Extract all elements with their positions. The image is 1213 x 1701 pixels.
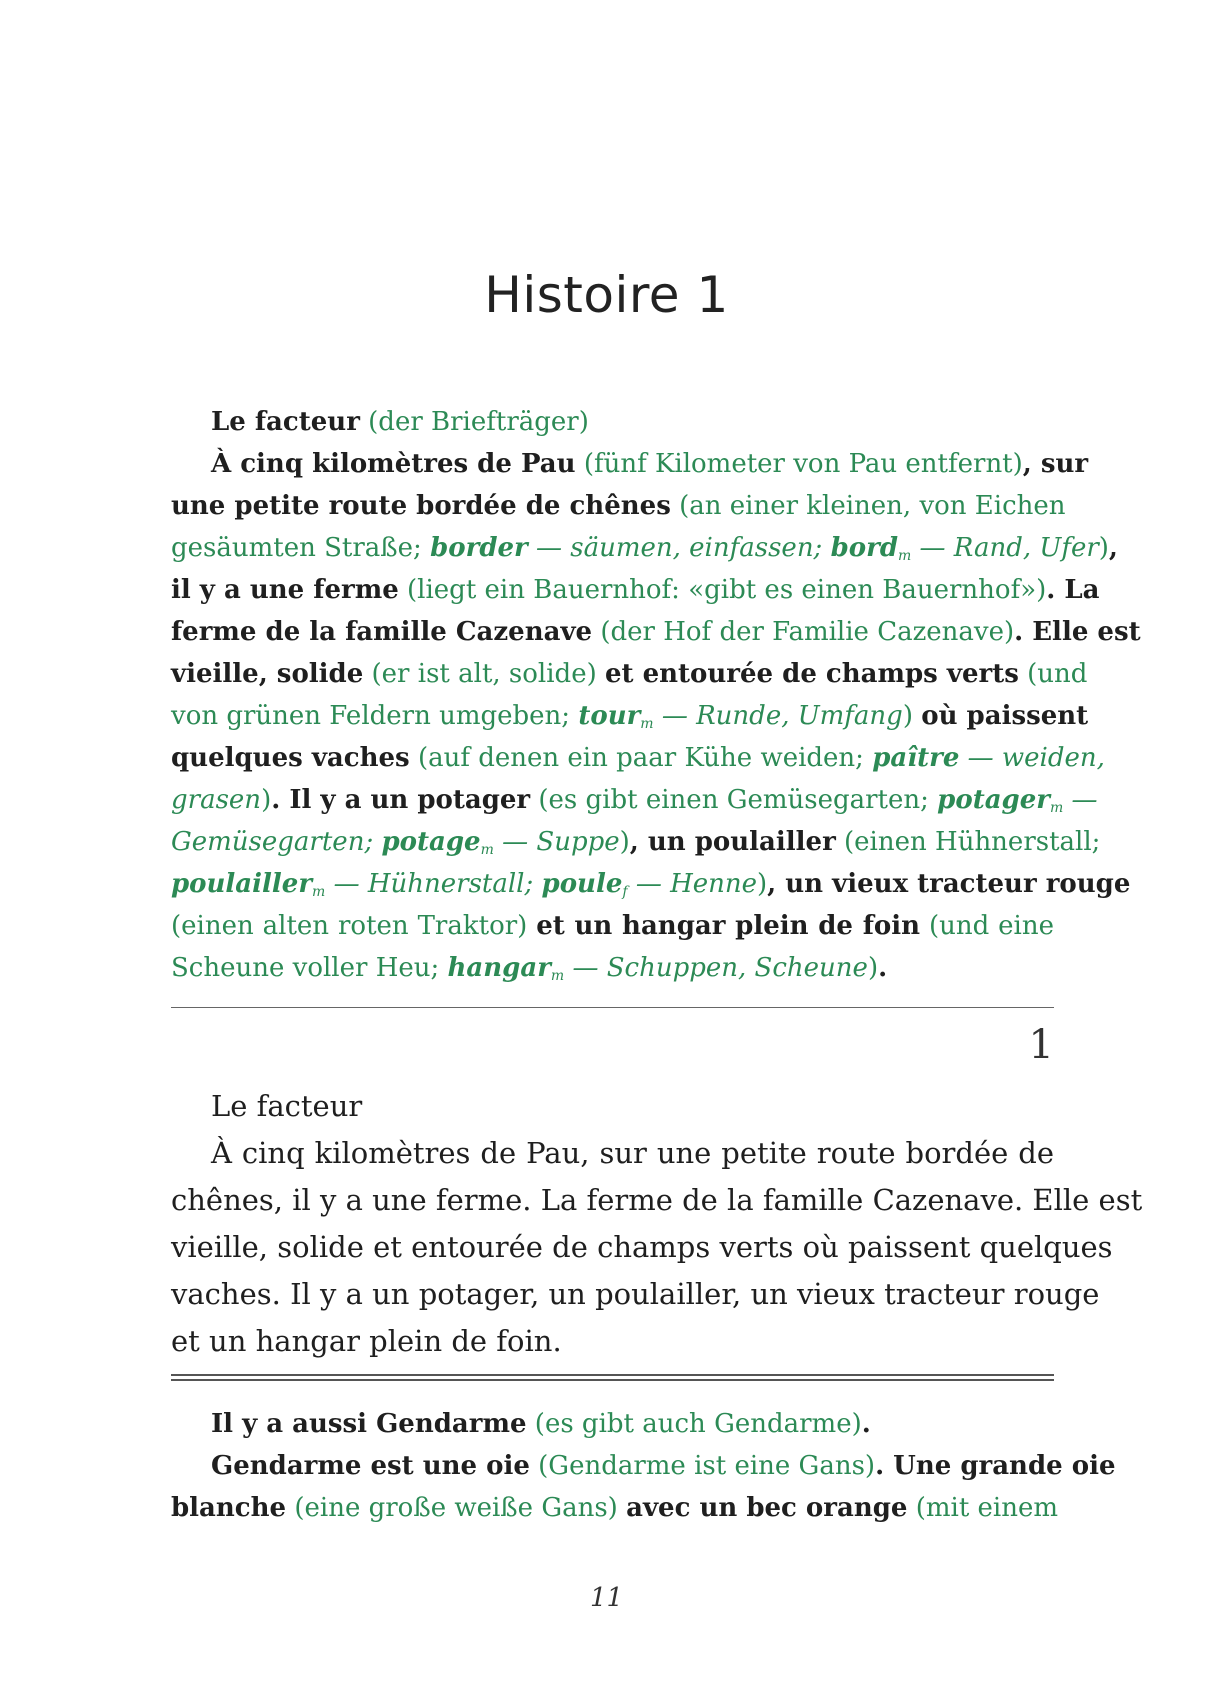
- gender-marker: m: [1049, 800, 1064, 816]
- gender-marker: m: [640, 716, 654, 732]
- german-gloss: (an einer kleinen, von Eichen: [679, 491, 1066, 521]
- vocab-headword: border: [430, 533, 528, 563]
- double-divider-bottom: [171, 1379, 1054, 1381]
- french-text: et un hangar plein de foin: [536, 911, 920, 941]
- plain-line: vaches. Il y a un potager, un poulailler, un vieux tracteur rouge: [171, 1277, 1100, 1311]
- gender-marker: m: [898, 548, 912, 564]
- vocab-headword: hangar$_m$: [447, 953, 565, 984]
- vocab-headword: poulailler$_m$: [171, 869, 326, 900]
- annotated-line: Gemüsegarten; potage$_m$ — Suppe), un poulailler (einen Hühnerstall;: [171, 827, 1101, 858]
- vocab-definition: — Suppe: [502, 827, 620, 857]
- german-gloss: (auf denen ein paar Kühe weiden;: [417, 743, 864, 773]
- annotated-line: grasen). Il y a un potager (es gibt einen Gemüsegarten; potager$_m$ —: [171, 785, 1098, 816]
- plain-line: vieille, solide et entourée de champs verts où paissent quelques: [171, 1230, 1113, 1264]
- french-text: , un vieux tracteur rouge: [767, 869, 1131, 899]
- annotated-line: [171, 485, 1066, 527]
- vocab-definition: grasen: [171, 785, 262, 815]
- section-number: 1: [1028, 1022, 1054, 1068]
- german-gloss: Scheune voller Heu;: [171, 953, 440, 983]
- german-gloss: (der Hof der Familie Cazenave): [600, 617, 1015, 647]
- french-text: une petite route bordée de chênes: [171, 491, 671, 521]
- gender-marker: m: [312, 884, 326, 900]
- german-gloss: (Gendarme ist eine Gans): [538, 1451, 876, 1481]
- annotated-line: [171, 653, 1088, 695]
- vocab-headword: poule$_f$: [541, 869, 628, 900]
- annotated-line: [171, 611, 1141, 653]
- french-text: et entourée de champs verts: [605, 659, 1019, 689]
- french-text: blanche: [171, 1493, 287, 1523]
- german-gloss: (einen Hühnerstall;: [844, 827, 1101, 857]
- german-gloss: (der Briefträger): [368, 407, 589, 437]
- vocab-definition: — säumen, einfassen;: [536, 533, 823, 563]
- french-text: . Une grande oie: [875, 1451, 1116, 1481]
- annotated-line: Scheune voller Heu; hangar$_m$ — Schuppen, Scheune).: [171, 953, 888, 984]
- annotated-line: [171, 569, 1100, 611]
- annotated-line: von grünen Feldern umgeben; tour$_m$ — Runde, Umfang) où paissent: [171, 701, 1089, 732]
- annotated-text-section: [171, 1403, 1116, 1529]
- german-gloss: (liegt ein Bauernhof: «gibt es einen Bauernhof»): [407, 575, 1047, 605]
- german-gloss: gesäumten Straße;: [171, 533, 422, 563]
- french-text: À cinq kilomètres de Pau: [211, 449, 576, 479]
- annotated-line: [171, 1487, 1059, 1529]
- plain-line: et un hangar plein de foin.: [171, 1324, 562, 1358]
- annotated-line: [171, 905, 1054, 947]
- annotated-line: [171, 1445, 1116, 1487]
- german-gloss: (er ist alt, solide): [371, 659, 597, 689]
- annotated-line: gesäumten Straße; border — säumen, einfassen; bord$_m$ — Rand, Ufer),: [171, 533, 1118, 564]
- annotated-line: [171, 737, 1105, 779]
- gender-marker: m: [550, 968, 565, 984]
- annotated-text-section: [171, 401, 1141, 989]
- vocab-definition: — Henne: [635, 869, 758, 899]
- vocab-headword: potager$_m$: [937, 785, 1064, 816]
- german-gloss: (mit einem: [915, 1493, 1059, 1523]
- french-text: , sur: [1022, 449, 1089, 479]
- vocab-definition: — Hühnerstall;: [333, 869, 534, 899]
- french-text: Gendarme est une oie: [211, 1451, 530, 1481]
- chapter-title: Histoire 1: [484, 266, 729, 324]
- annotated-line: [171, 443, 1089, 485]
- gender-marker: m: [480, 842, 494, 858]
- double-divider-top: [171, 1374, 1054, 1376]
- vocab-headword: bord$_m$: [830, 533, 912, 564]
- french-text: il y a une ferme: [171, 575, 399, 605]
- annotated-line: [171, 401, 1054, 443]
- vocab-definition: — Rand, Ufer: [919, 533, 1099, 563]
- french-text: . Elle est: [1014, 617, 1141, 647]
- annotated-line: Il y a aussi Gendarme (es gibt auch Gendarme).: [211, 1409, 871, 1439]
- plain-line: chênes, il y a une ferme. La ferme de la famille Cazenave. Elle est: [171, 1183, 1143, 1217]
- french-text: . Il y a un potager: [271, 785, 531, 815]
- vocab-headword: paître: [872, 743, 960, 773]
- gender-marker: f: [622, 884, 628, 900]
- french-text: Le facteur: [211, 407, 360, 437]
- vocab-headword: tour$_m$: [578, 701, 654, 732]
- german-gloss: (eine große weiße Gans): [294, 1493, 618, 1523]
- french-text: vieille, solide: [171, 659, 364, 689]
- french-text: avec un bec orange: [626, 1493, 908, 1523]
- vocab-definition: Gemüsegarten;: [171, 827, 374, 857]
- german-gloss: (und eine: [928, 911, 1054, 941]
- plain-line: Le facteur: [211, 1089, 363, 1123]
- plain-line: À cinq kilomètres de Pau, sur une petite route bordée de: [211, 1136, 1054, 1170]
- vocab-definition: — Runde, Umfang: [661, 701, 903, 731]
- french-text: où paissent: [921, 701, 1089, 731]
- annotated-line: poulailler$_m$ — Hühnerstall; poule$_f$ — Henne), un vieux tracteur rouge: [171, 869, 1131, 900]
- french-text: ferme de la famille Cazenave: [171, 617, 593, 647]
- vocab-headword: potage$_m$: [381, 827, 494, 858]
- german-gloss: (es gibt einen Gemüsegarten;: [538, 785, 929, 815]
- german-gloss: (es gibt auch Gendarme): [534, 1409, 862, 1439]
- french-text: , un poulailler: [629, 827, 836, 857]
- section-divider: [171, 1007, 1054, 1008]
- german-gloss: (einen alten roten Traktor): [171, 911, 528, 941]
- french-text: Il y a aussi Gendarme: [211, 1409, 527, 1439]
- plain-text-section: [171, 1083, 1143, 1365]
- german-gloss: (fünf Kilometer von Pau entfernt): [583, 449, 1023, 479]
- vocab-definition: — weiden,: [967, 743, 1105, 773]
- vocab-definition: — Schuppen, Scheune: [572, 953, 868, 983]
- german-gloss: von grünen Feldern umgeben;: [171, 701, 571, 731]
- german-gloss: (und: [1027, 659, 1088, 689]
- french-text: . La: [1046, 575, 1100, 605]
- french-text: quelques vaches: [171, 743, 410, 773]
- page-number: 11: [589, 1583, 624, 1613]
